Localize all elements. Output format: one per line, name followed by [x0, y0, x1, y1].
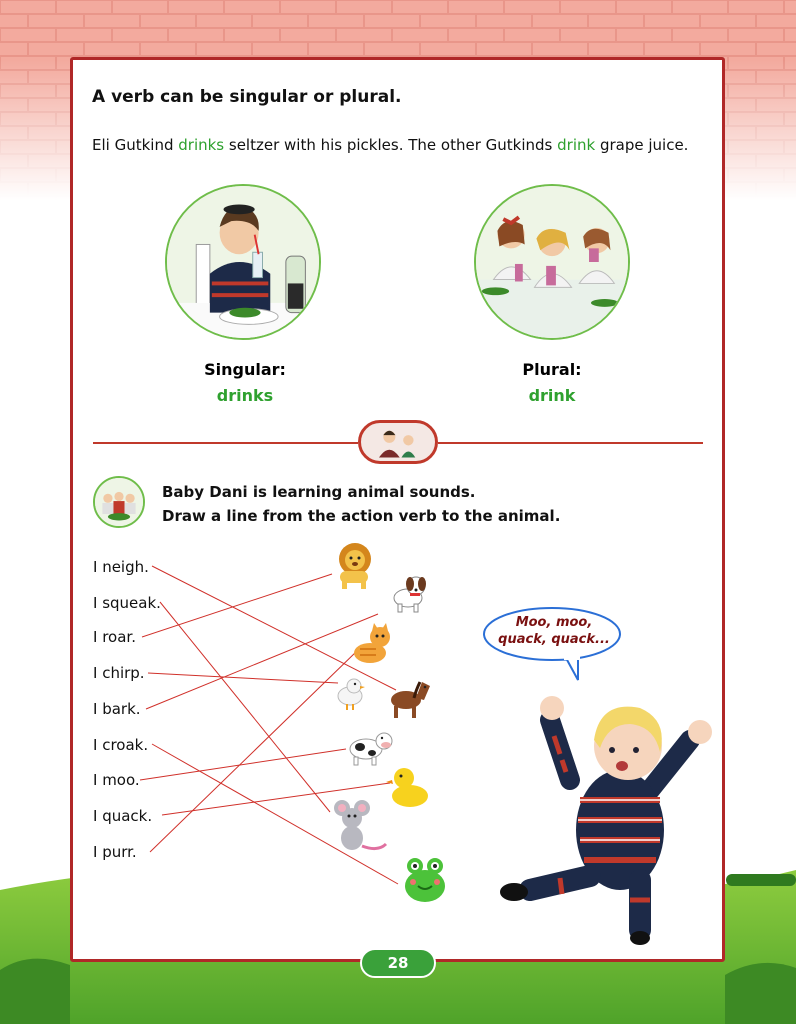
mouse-icon — [328, 796, 390, 858]
verb-purr: I purr. — [93, 843, 137, 861]
section-divider-right — [438, 442, 703, 444]
verb-roar: I roar. — [93, 628, 136, 646]
page-number: 28 — [360, 948, 436, 978]
horse-icon — [384, 676, 434, 720]
chick-icon — [330, 672, 370, 712]
cow-icon — [344, 727, 396, 767]
speech-bubble-text: Moo, moo, quack, quack... — [498, 615, 610, 647]
baby-dani-illustration — [490, 680, 730, 945]
duck-icon — [386, 764, 432, 810]
verb-drink: drink — [557, 136, 596, 154]
section-divider-left — [93, 442, 358, 444]
verb-drinks: drinks — [178, 136, 225, 154]
lion-icon — [328, 537, 382, 591]
verb-neigh: I neigh. — [93, 558, 149, 576]
exercise-instruction-line2: Draw a line from the action verb to the animal. — [162, 507, 561, 525]
page-heading: A verb can be singular or plural. — [92, 87, 402, 107]
plural-illustration — [474, 184, 630, 340]
verb-quack: I quack. — [93, 807, 153, 825]
verb-croak: I croak. — [93, 736, 149, 754]
singular-label: Singular: — [204, 360, 286, 379]
verb-chirp: I chirp. — [93, 664, 145, 682]
cat-icon — [346, 621, 398, 667]
plural-label: Plural: — [522, 360, 582, 379]
exercise-instruction-line1: Baby Dani is learning animal sounds. — [162, 483, 476, 501]
plural-verb: drink — [528, 386, 576, 405]
family-badge — [358, 420, 438, 464]
singular-verb: drinks — [216, 386, 274, 405]
dog-icon — [386, 572, 432, 614]
frog-icon — [400, 852, 450, 906]
verb-squeak: I squeak. — [93, 594, 161, 612]
verb-bark: I bark. — [93, 700, 141, 718]
example-sentence: Eli Gutkind drinks seltzer with his pickles. The other Gutkinds drink grape juice. — [92, 136, 689, 154]
verb-moo: I moo. — [93, 771, 140, 789]
singular-illustration — [165, 184, 321, 340]
exercise-icon — [93, 476, 145, 528]
